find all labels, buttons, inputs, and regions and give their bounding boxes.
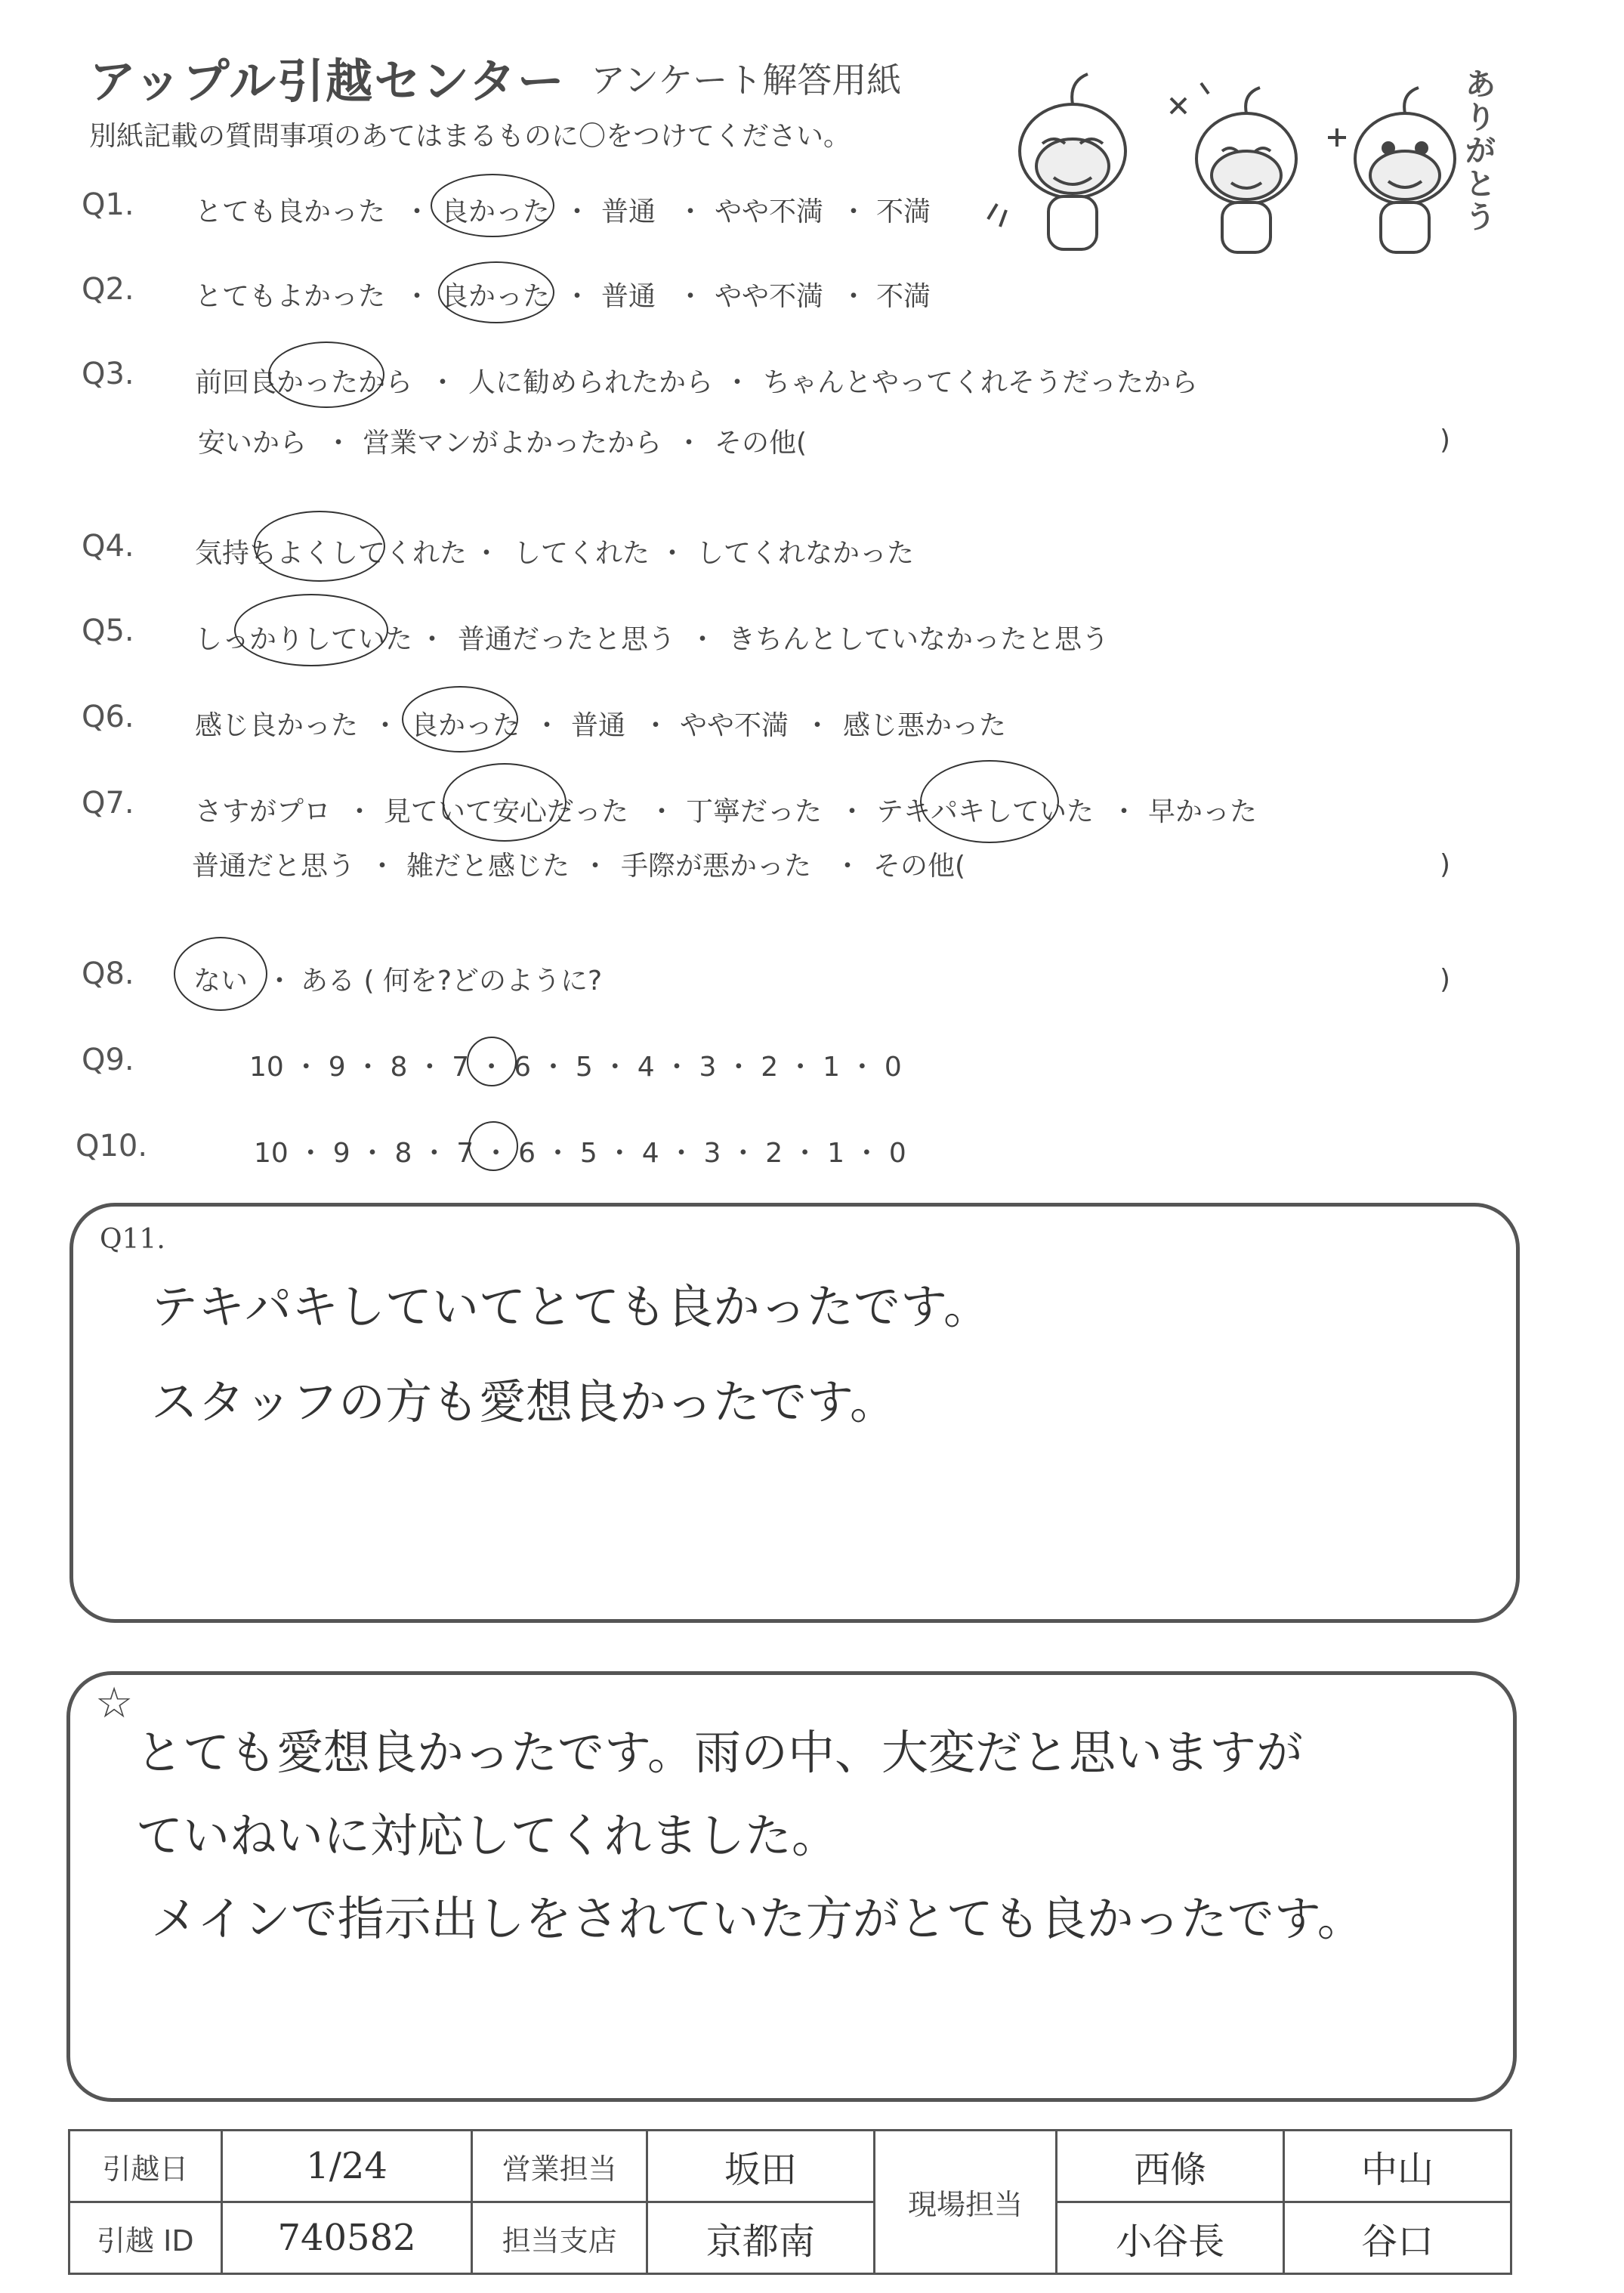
q10-score-8[interactable]: 8 [394, 1138, 412, 1169]
comment-line-2: ていねいに対応してくれました。 [136, 1808, 839, 1863]
q2-option-3[interactable]: 普通 [601, 281, 656, 312]
q1-option-3[interactable]: 普通 [601, 196, 656, 227]
q5-label: Q5. [82, 613, 134, 648]
q10-score-0[interactable]: 0 [888, 1138, 906, 1169]
q9-score-2[interactable]: 2 [761, 1052, 779, 1083]
q7-option-7[interactable]: 雑だと感じた [406, 851, 570, 882]
mascot-thanks-text: ありがとう [1465, 67, 1496, 235]
mascot-illustration [982, 53, 1526, 264]
q5-option-3[interactable]: きちんとしていなかったと思う [728, 624, 1110, 655]
q2-option-4[interactable]: やや不満 [715, 281, 824, 312]
q9-score-4[interactable]: 4 [637, 1052, 655, 1083]
q8-label: Q8. [82, 956, 134, 991]
q7-selection-circle-2 [920, 760, 1059, 843]
q1-label: Q1. [82, 187, 134, 222]
q4-option-1[interactable]: 気持ちよくしてくれた [195, 538, 468, 569]
q11-answer-line-2: スタッフの方も愛想良かったです。 [151, 1374, 897, 1429]
q7-option-1[interactable]: さすがプロ [195, 796, 332, 827]
q6-option-4[interactable]: やや不満 [680, 710, 789, 741]
q10-score-1[interactable]: 1 [827, 1138, 844, 1169]
q3-label: Q3. [82, 357, 134, 391]
q1-option-4[interactable]: やや不満 [715, 196, 824, 227]
site-staff-4: 谷口 [1284, 2202, 1511, 2274]
q3-option-1[interactable]: 前回良かったから [195, 367, 413, 398]
q8-option-1[interactable]: ない [193, 966, 249, 997]
q8-close: ) [1440, 964, 1451, 995]
q3-option-5[interactable]: 営業マンがよかったから [363, 428, 662, 459]
q3-option-other[interactable]: その他( [715, 428, 807, 459]
q6-label: Q6. [82, 700, 134, 734]
q2-label: Q2. [82, 272, 134, 307]
q10-score-3[interactable]: 3 [703, 1138, 721, 1169]
q9-score-1[interactable]: 1 [823, 1052, 840, 1083]
q5-selection-circle [234, 594, 388, 666]
q8-option-2[interactable]: ある ( 何を?どのように? [301, 966, 603, 997]
q9-score-9[interactable]: 9 [328, 1052, 346, 1083]
q10-label: Q10. [76, 1129, 148, 1163]
q11-answer-line-1: テキパキしていてとても良かったです。 [151, 1279, 991, 1334]
site-staff-2: 中山 [1284, 2131, 1511, 2202]
comment-line-3: メインで指示出しをされていた方がとても良かったです。 [151, 1891, 1364, 1946]
site-staff-1: 西條 [1057, 2131, 1284, 2202]
q10-score-10[interactable]: 10 [254, 1138, 289, 1169]
q7-option-2[interactable]: 見ていて安心だった [384, 796, 629, 827]
q9-score-7[interactable]: 7 [452, 1052, 470, 1083]
q3-option-2[interactable]: 人に勧められたから [468, 367, 714, 398]
q9-label: Q9. [82, 1043, 134, 1077]
q7-option-5[interactable]: 早かった [1148, 796, 1258, 827]
sales-value: 坂田 [647, 2131, 874, 2202]
document-subtitle: アンケート解答用紙 [591, 60, 902, 100]
q9-score-3[interactable]: 3 [699, 1052, 717, 1083]
q10-score-9[interactable]: 9 [332, 1138, 350, 1169]
q7-option-6[interactable]: 普通だと思う [192, 851, 356, 882]
q6-option-5[interactable]: 感じ悪かった [843, 710, 1007, 741]
q9-scale[interactable]: 10 ・ 9 ・ 8 ・ 7 ・ 6 ・ 5 ・ 4 ・ 3 ・ 2 ・ 1 ・ 0 [249, 1052, 902, 1083]
q9-score-10[interactable]: 10 [249, 1052, 284, 1083]
monkey-middle-icon [1171, 83, 1296, 252]
q5-option-1[interactable]: しっかりしていた [195, 624, 413, 655]
q10-score-5[interactable]: 5 [579, 1138, 597, 1169]
q9-score-0[interactable]: 0 [884, 1052, 902, 1083]
q10-score-2[interactable]: 2 [765, 1138, 783, 1169]
q4-label: Q4. [82, 529, 134, 564]
site-staff-3: 小谷長 [1057, 2202, 1284, 2274]
q10-score-6[interactable]: 6 [518, 1138, 536, 1169]
q7-label: Q7. [82, 786, 134, 820]
q7-option-4[interactable]: テキパキしていた [876, 796, 1095, 827]
q2-option-2[interactable]: 良かった [441, 281, 551, 312]
q6-selection-circle [402, 686, 518, 752]
q1-option-5[interactable]: 不満 [876, 196, 931, 227]
q3-option-3[interactable]: ちゃんとやってくれそうだったから [763, 367, 1199, 398]
q2-selection-circle [438, 261, 554, 323]
move-date-label: 引越日 [69, 2131, 222, 2202]
q4-option-2[interactable]: してくれた [514, 538, 650, 569]
branch-value: 京都南 [647, 2202, 874, 2274]
q3-selection-circle [268, 341, 384, 408]
q10-selection-circle [468, 1121, 518, 1171]
q9-score-8[interactable]: 8 [390, 1052, 408, 1083]
star-icon: ☆ [95, 1679, 134, 1728]
move-date-value: 1/24 [221, 2131, 472, 2202]
q8-selection-circle [174, 937, 267, 1011]
q7-option-3[interactable]: 丁寧だった [686, 796, 823, 827]
sales-label: 営業担当 [472, 2131, 647, 2202]
q10-scale[interactable]: 10 ・ 9 ・ 8 ・ 7 ・ 6 ・ 5 ・ 4 ・ 3 ・ 2 ・ 1 ・ 0 [254, 1138, 906, 1169]
monkey-right-icon [1328, 88, 1455, 252]
q5-option-2[interactable]: 普通だったと思う [458, 624, 676, 655]
q2-option-1[interactable]: とてもよかった [195, 281, 386, 312]
move-id-label: 引越 ID [69, 2202, 222, 2274]
q9-score-5[interactable]: 5 [575, 1052, 593, 1083]
q1-selection-circle [431, 174, 554, 237]
monkey-left-icon [988, 74, 1125, 249]
q1-option-2[interactable]: 良かった [441, 196, 551, 227]
q10-score-7[interactable]: 7 [456, 1138, 474, 1169]
q7-option-other[interactable]: その他( [873, 851, 966, 882]
q3-option-4[interactable]: 安いから [198, 428, 307, 459]
instructions: 別紙記載の質問事項のあてはまるものに〇をつけてください。 [89, 121, 851, 152]
q2-option-5[interactable]: 不満 [876, 281, 931, 312]
branch-label: 担当支店 [472, 2202, 647, 2274]
comment-line-1: とても愛想良かったです。雨の中、大変だと思いますが [136, 1725, 1304, 1780]
q10-score-4[interactable]: 4 [641, 1138, 659, 1169]
q9-selection-circle [467, 1037, 517, 1086]
site-staff-label: 現場担当 [874, 2131, 1056, 2274]
q6-option-3[interactable]: 普通 [571, 710, 626, 741]
q6-option-2[interactable]: 良かった [411, 710, 520, 741]
q9-score-6[interactable]: 6 [514, 1052, 531, 1083]
q4-selection-circle [254, 511, 385, 582]
staff-info-table [68, 2129, 1512, 2275]
q11-label: Q11. [100, 1224, 165, 1255]
document-title: アップル引越センター [89, 54, 566, 109]
q6-option-1[interactable]: 感じ良かった [195, 710, 359, 741]
q4-option-3[interactable]: してくれなかった [696, 538, 915, 569]
q7-other-close: ) [1440, 849, 1451, 880]
q3-other-close: ) [1440, 425, 1451, 456]
q7-option-8[interactable]: 手際が悪かった [621, 851, 812, 882]
q1-option-1[interactable]: とても良かった [195, 196, 386, 227]
q7-selection-circle-1 [443, 763, 567, 842]
move-id-value: 740582 [221, 2202, 472, 2274]
